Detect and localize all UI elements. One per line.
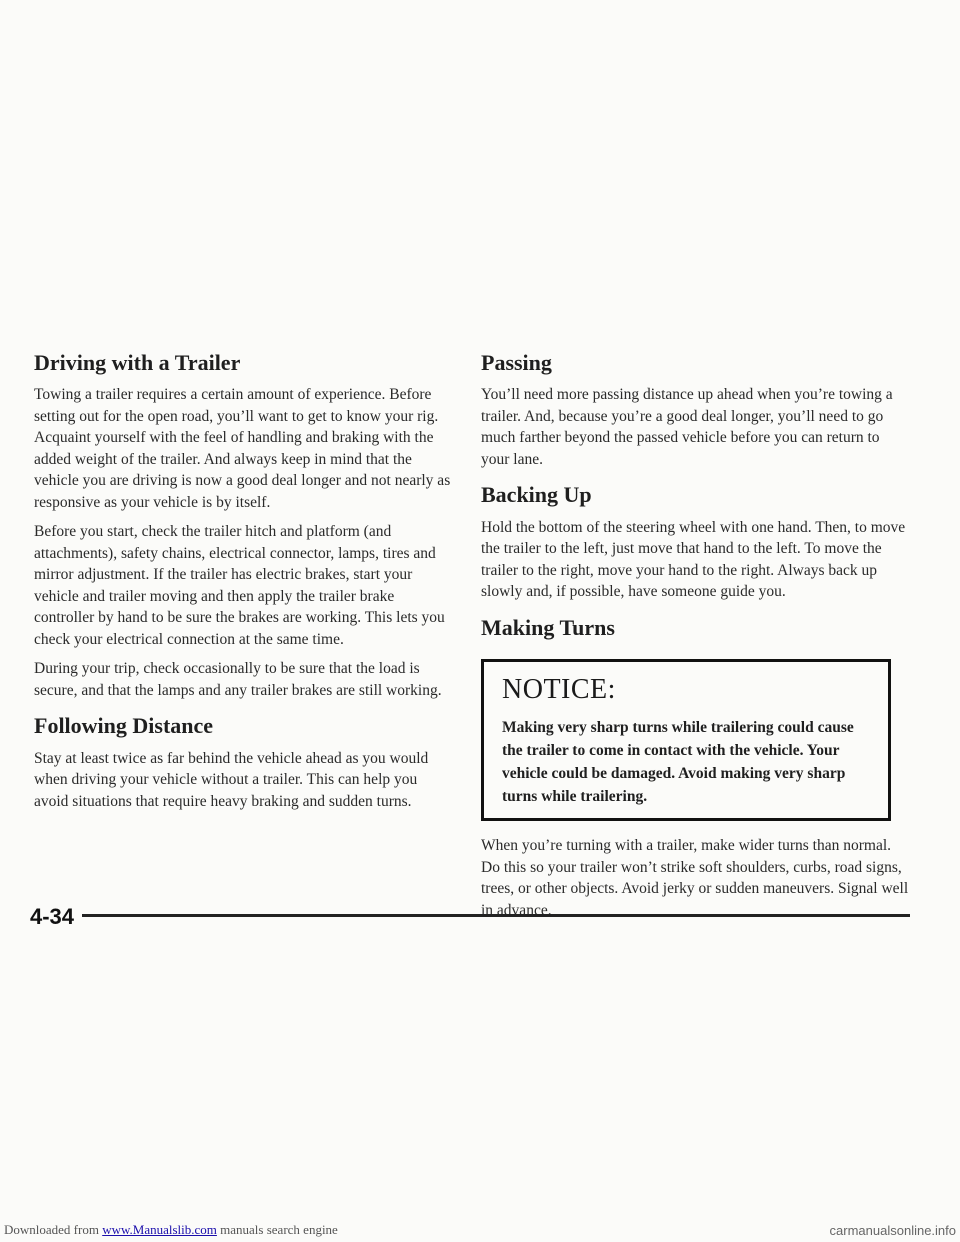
heading-backing-up: Backing Up bbox=[481, 482, 592, 508]
site-watermark: carmanualsonline.info bbox=[829, 1223, 956, 1238]
paragraph: Before you start, check the trailer hitch and platform (and attachments), safety chains, electrical connector, lamps, tires and mirror adjustment. If the trailer has electric brakes, start your vehicle and trailer moving and then apply the trailer brake controller by hand to be sure the brakes are working. This lets you check your electrical connection at the same time. bbox=[34, 523, 445, 648]
heading-following-distance: Following Distance bbox=[34, 713, 214, 739]
right-column bbox=[481, 350, 911, 933]
page-number: 4-34 bbox=[30, 904, 75, 929]
section-passing bbox=[481, 350, 911, 470]
section-driving-with-trailer bbox=[34, 350, 454, 701]
heading-driving-with-trailer: Driving with a Trailer bbox=[34, 350, 241, 375]
download-watermark bbox=[4, 1222, 338, 1238]
manualslib-link[interactable]: www.Manualslib.com bbox=[102, 1222, 217, 1237]
paragraph: Towing a trailer requires a certain amount of experience. Before setting out for the open road, you’ll want to get to know your rig. Acquaint yourself with the feel of handling and braking with the added weight of the trailer. And always keep in mind that the vehicle you are driving is now a good deal longer and not nearly as responsive as your vehicle is by itself. bbox=[34, 386, 451, 511]
left-column bbox=[34, 350, 454, 824]
paragraph: Hold the bottom of the steering wheel with one hand. Then, to move the trailer to the left, just move that hand to the left. To move the trailer to the right, move your hand to the right. Always back up slowly and, if possible, have someone guide you. bbox=[481, 518, 906, 601]
notice-title: NOTICE: bbox=[502, 674, 616, 706]
paragraph: You’ll need more passing distance up ahead when you’re towing a trailer. And, because you’re a good deal longer, you’ll need to go much farther beyond the passed vehicle before you can return to your lane. bbox=[481, 386, 893, 468]
paragraph: During your trip, check occasionally to be sure that the load is secure, and that the lamps and any trailer brakes are still working. bbox=[34, 660, 442, 699]
heading-making-turns: Making Turns bbox=[481, 614, 615, 640]
watermark-prefix: Downloaded from bbox=[4, 1222, 103, 1237]
watermark-suffix: manuals search engine bbox=[216, 1222, 338, 1237]
section-making-turns bbox=[481, 615, 911, 921]
footer-rule bbox=[82, 914, 910, 917]
paragraph: Stay at least twice as far behind the vehicle ahead as you would when driving your vehicle without a trailer. This can help you avoid situations that require heavy braking and sudden turns. bbox=[34, 749, 429, 810]
paragraph: When you’re turning with a trailer, make wider turns than normal. Do this so your trailer won’t strike soft shoulders, curbs, road signs, trees, or other objects. Avoid jerky or sudden maneuvers. Signal well in advance. bbox=[481, 837, 909, 919]
heading-passing: Passing bbox=[481, 350, 552, 375]
page-footer bbox=[30, 902, 910, 932]
notice-box bbox=[481, 659, 891, 821]
notice-text: Making very sharp turns while trailering could cause the trailer to come in contact with the vehicle. Your vehicle could be damaged. Avoid making very sharp turns while trailering. bbox=[502, 719, 854, 806]
section-following-distance bbox=[34, 713, 454, 812]
section-backing-up bbox=[481, 482, 911, 602]
